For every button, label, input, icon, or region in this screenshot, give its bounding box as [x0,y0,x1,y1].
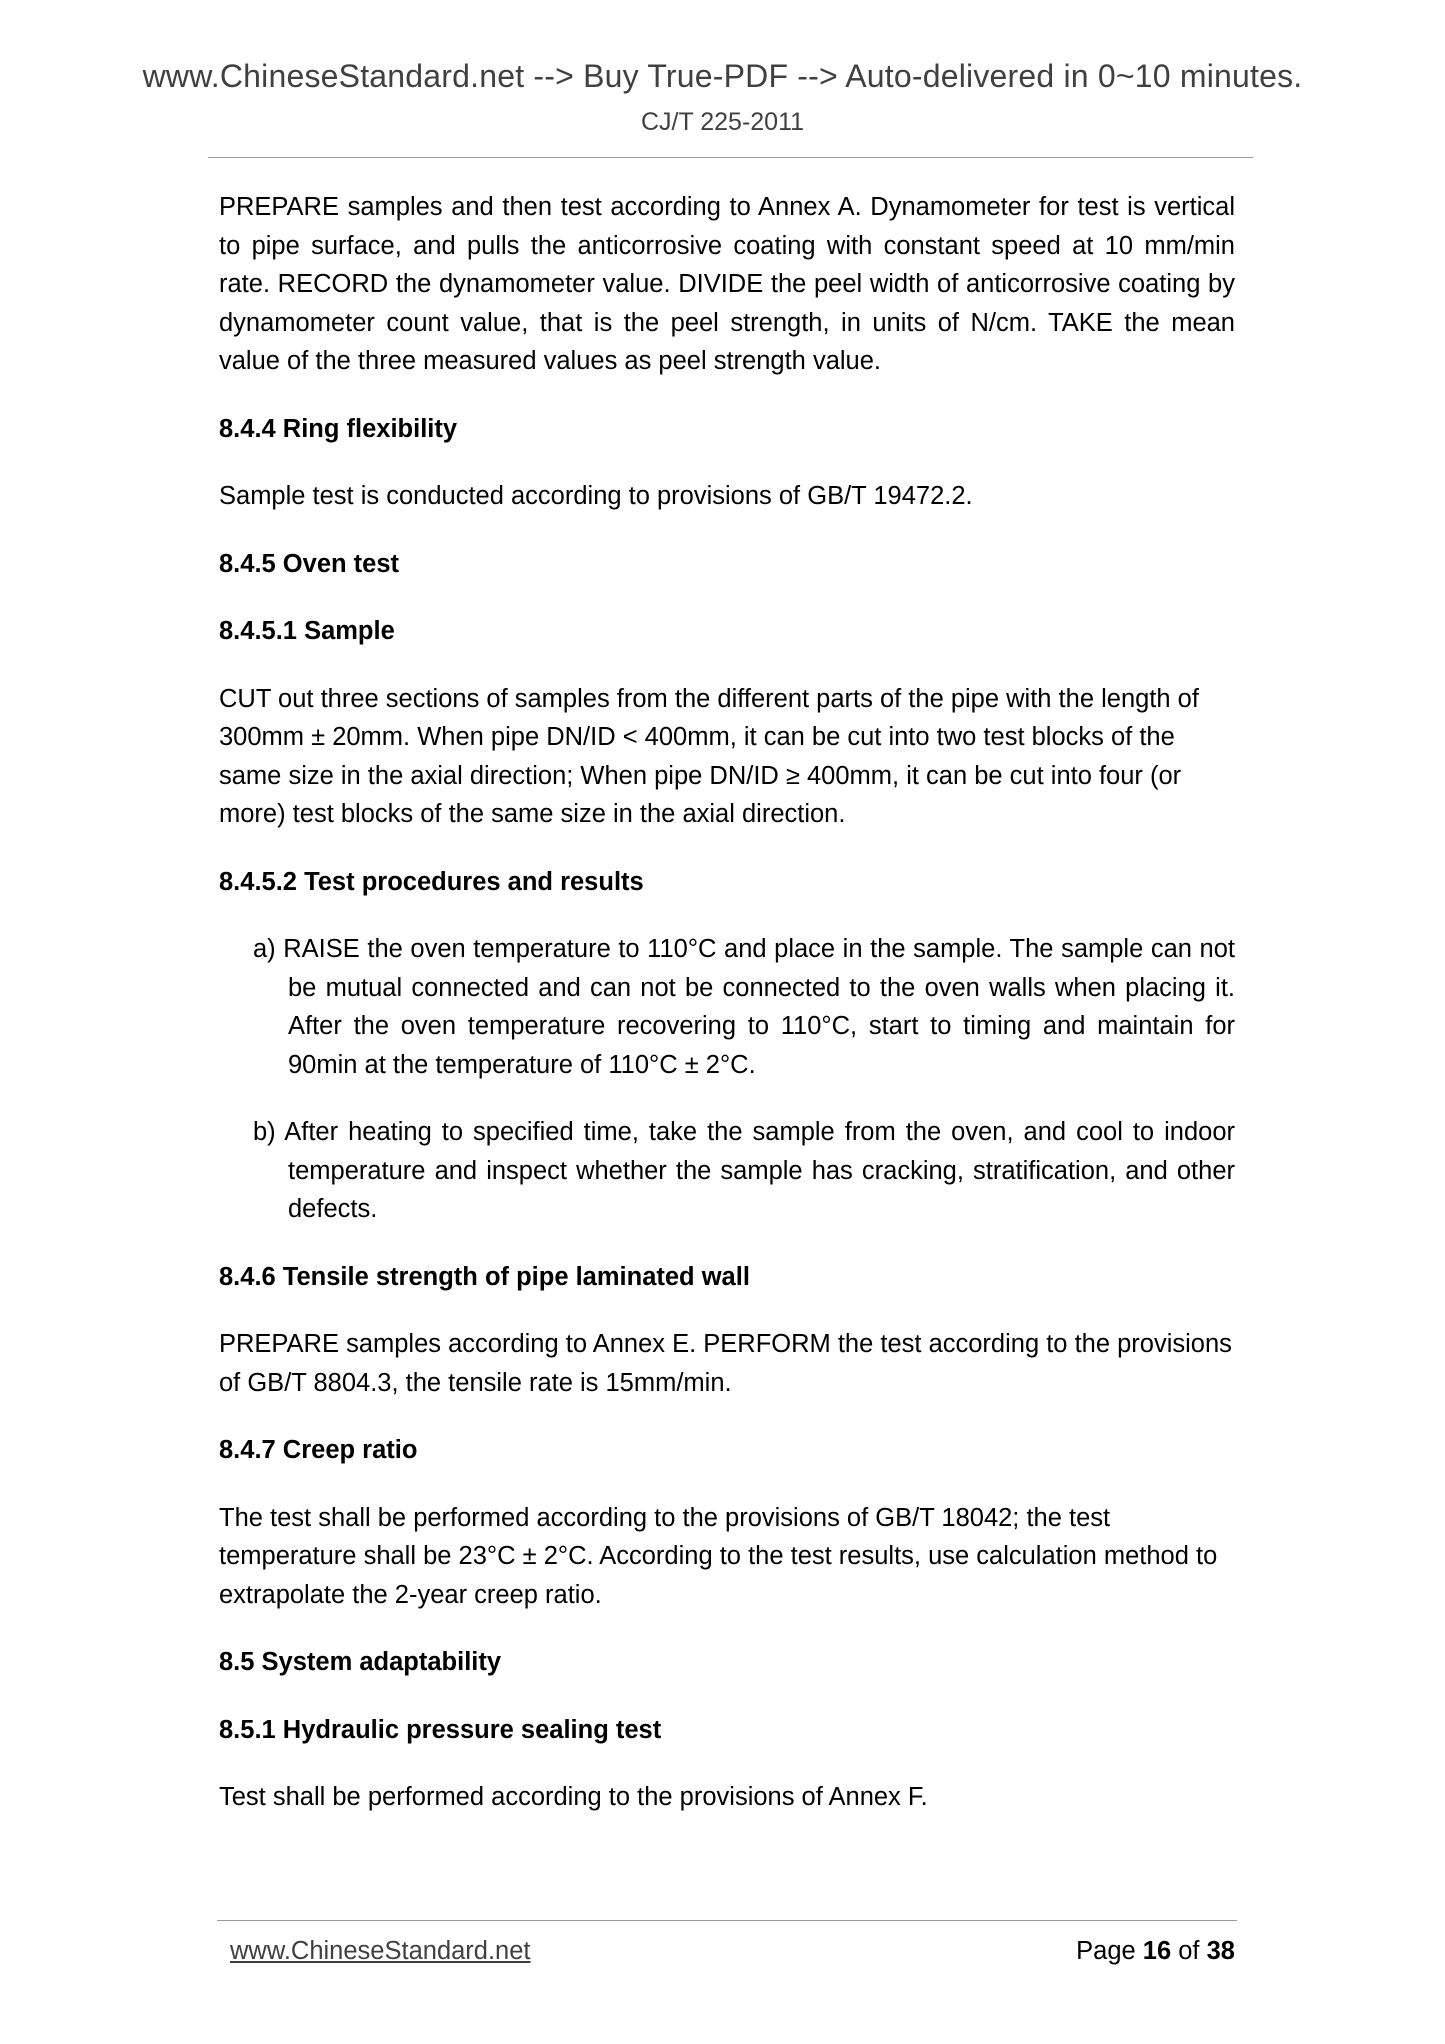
list-item-a: a) RAISE the oven temperature to 110°C and place in the sample. The sample can not be mutual connected and can not be connected to the oven walls when placing it. After the oven temperature recovering to 110°C, start to timing and maintain for 90min at the temperature of 110°C ± 2°C. [253,935,1235,1079]
page-of: of [1178,1937,1200,1965]
header-divider [208,157,1253,158]
page-word: Page [1076,1937,1136,1965]
paragraph-peel-strength: PREPARE samples and then test according to Annex A. Dynamometer for test is vertical to pipe surface, and pulls the anticorrosive coating with constant speed at 10 mm/min rate. RECORD the dynamometer value. DIVIDE the peel width of anticorrosive coating by dynamometer count value, that is the peel strength, in units of N/cm. TAKE the mean value of the three measured values as peel strength value. [219,193,1235,375]
paragraph-8-5-1: Test shall be performed according to the provisions of Annex F. [219,1783,928,1811]
heading-8-4-5-1: 8.4.5.1 Sample [219,617,395,645]
list-item-b: b) After heating to specified time, take the sample from the oven, and cool to indoor temperature and inspect whether the sample has cracking, stratification, and other defects. [253,1118,1235,1223]
footer-site-link[interactable]: www.ChineseStandard.net [230,1937,531,1965]
heading-8-4-5: 8.4.5 Oven test [219,549,400,578]
paragraph-8-4-7: The test shall be performed according to the provisions of GB/T 18042; the test temperature shall be 23°C ± 2°C. According to the test results, use calculation method to extrapolate the 2-year creep ratio. [219,1503,1218,1609]
page-total: 38 [1206,1937,1235,1965]
header-banner: www.ChineseStandard.net --> Buy True-PDF --> Auto-delivered in 0~10 minutes. [142,58,1303,94]
standard-code: CJ/T 225-2011 [640,108,805,136]
page-number [1076,1937,1235,1966]
footer-divider [217,1920,1237,1921]
heading-8-5: 8.5 System adaptability [219,1648,502,1676]
document-body [219,188,1235,1846]
heading-8-4-4: 8.4.4 Ring flexibility [219,414,458,443]
paragraph-8-4-5-1: CUT out three sections of samples from the different parts of the pipe with the length of 300mm ± 20mm. When pipe DN/ID < 400mm, it can be cut into two test blocks of the same size in the axial direction; When pipe DN/ID ≥ 400mm, it can be cut into four (or more) test blocks of the same size in the axial direction. [219,684,1199,828]
paragraph-8-4-4: Sample test is conducted according to provisions of GB/T 19472.2. [219,482,973,510]
heading-8-4-6: 8.4.6 Tensile strength of pipe laminated wall [219,1262,750,1291]
paragraph-8-4-6: PREPARE samples according to Annex E. PERFORM the test according to the provisions of GB/T 8804.3, the tensile rate is 15mm/min. [219,1330,1232,1397]
page-current: 16 [1142,1937,1172,1965]
heading-8-5-1: 8.5.1 Hydraulic pressure sealing test [219,1715,662,1744]
heading-8-4-5-2: 8.4.5.2 Test procedures and results [219,867,644,896]
heading-8-4-7: 8.4.7 Creep ratio [219,1436,418,1464]
